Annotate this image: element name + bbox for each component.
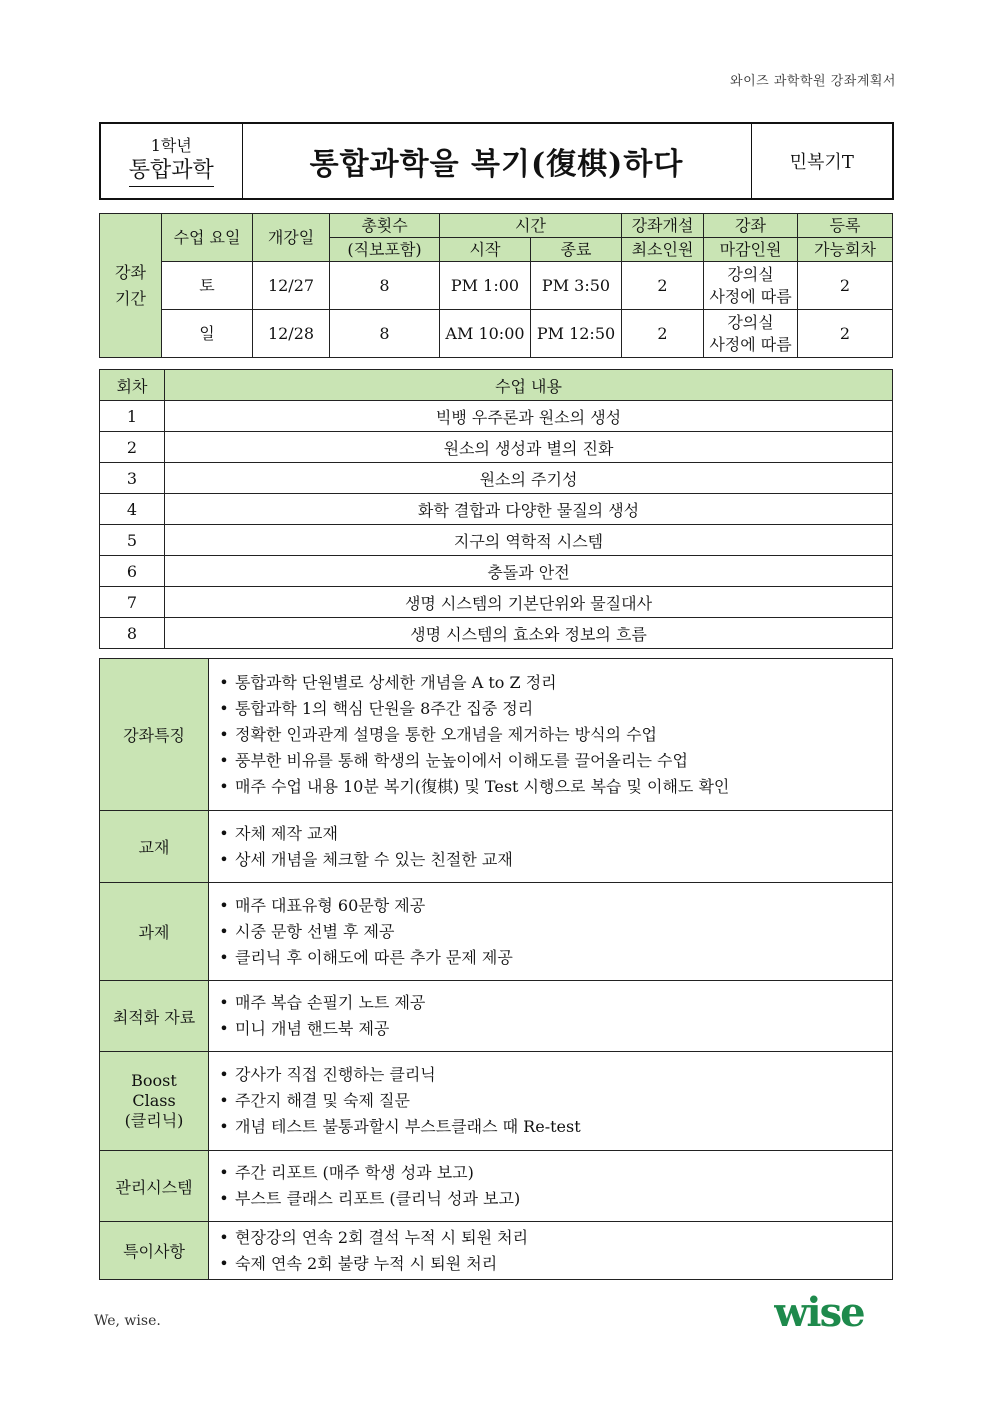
header-min-enroll-1: 강좌개설 xyxy=(622,214,704,238)
session-content: 화학 결합과 다양한 물질의 생성 xyxy=(165,494,893,525)
textbook-body xyxy=(209,811,893,883)
materials-body xyxy=(209,981,893,1052)
session-content: 생명 시스템의 효소와 정보의 흐름 xyxy=(165,618,893,649)
header-max-enroll-1: 강좌 xyxy=(704,214,798,238)
course-title-cell xyxy=(242,123,751,199)
list-item: • 부스트 클래스 리포트 (클리닉 성과 보고) xyxy=(217,1186,882,1212)
list-item: • 숙제 연속 2회 불량 누적 시 퇴원 처리 xyxy=(217,1251,882,1277)
list-item: • 풍부한 비유를 통해 학생의 눈높이에서 이해도를 끌어올리는 수업 xyxy=(217,748,882,774)
row2-end: PM 12:50 xyxy=(531,310,622,358)
session-content: 원소의 생성과 별의 진화 xyxy=(165,432,893,463)
session-content: 원소의 주기성 xyxy=(165,463,893,494)
row1-min: 2 xyxy=(622,262,704,310)
wise-logo-mark xyxy=(774,1288,894,1336)
row1-max xyxy=(704,262,798,310)
footer-slogan: We, wise. xyxy=(94,1313,161,1329)
table-row xyxy=(100,525,893,556)
boost-label-line1: Boost xyxy=(131,1071,177,1090)
teacher-cell xyxy=(751,123,893,199)
homework-label: 과제 xyxy=(100,883,209,981)
features-body xyxy=(209,659,893,811)
list-item: • 미니 개념 핸드북 제공 xyxy=(217,1016,882,1042)
header-register-1: 등록 xyxy=(798,214,893,238)
table-row xyxy=(100,587,893,618)
header-max-enroll-2: 마감인원 xyxy=(704,238,798,262)
boost-class-body xyxy=(209,1052,893,1151)
session-no: 1 xyxy=(100,401,165,432)
row1-max-line2: 사정에 따름 xyxy=(709,286,792,306)
table-row xyxy=(100,432,893,463)
row1-max-line1: 강의실 xyxy=(727,264,774,284)
row1-date: 12/27 xyxy=(253,262,330,310)
row1-register: 2 xyxy=(798,262,893,310)
row2-day: 일 xyxy=(162,310,253,358)
list-item: • 통합과학 1의 핵심 단원을 8주간 집중 정리 xyxy=(217,696,882,722)
header-total-sessions-2: (직보포함) xyxy=(330,238,440,262)
row2-max xyxy=(704,310,798,358)
course-title: 통합과학을 복기(復棋)하다 xyxy=(309,147,684,182)
row2-register: 2 xyxy=(798,310,893,358)
management-label: 관리시스템 xyxy=(100,1151,209,1222)
homework-body xyxy=(209,883,893,981)
session-content: 충돌과 안전 xyxy=(165,556,893,587)
materials-label: 최적화 자료 xyxy=(100,981,209,1052)
document-header-label: 와이즈 과학학원 강좌계획서 xyxy=(730,74,896,89)
table-row xyxy=(100,494,893,525)
session-no: 8 xyxy=(100,618,165,649)
grade-subject-cell xyxy=(100,123,242,199)
table-row xyxy=(100,401,893,432)
session-header-content: 수업 내용 xyxy=(165,370,893,401)
list-item: • 자체 제작 교재 xyxy=(217,821,882,847)
header-day: 수업 요일 xyxy=(162,214,253,262)
header-time-end: 종료 xyxy=(531,238,622,262)
notes-label: 특이사항 xyxy=(100,1222,209,1280)
row2-start: AM 10:00 xyxy=(440,310,531,358)
session-content: 빅뱅 우주론과 원소의 생성 xyxy=(165,401,893,432)
session-no: 6 xyxy=(100,556,165,587)
row2-max-line2: 사정에 따름 xyxy=(709,334,792,354)
subject-label: 통합과학 xyxy=(129,156,214,187)
session-no: 2 xyxy=(100,432,165,463)
table-row xyxy=(100,618,893,649)
session-no: 4 xyxy=(100,494,165,525)
list-item: • 주간 리포트 (매주 학생 성과 보고) xyxy=(217,1160,882,1186)
list-item: • 시중 문항 선별 후 제공 xyxy=(217,919,882,945)
row2-max-line1: 강의실 xyxy=(727,312,774,332)
list-item: • 주간지 해결 및 숙제 질문 xyxy=(217,1088,882,1114)
boost-class-label xyxy=(100,1052,209,1151)
session-no: 5 xyxy=(100,525,165,556)
header-start-date: 개강일 xyxy=(253,214,330,262)
row1-sessions: 8 xyxy=(330,262,440,310)
row1-end: PM 3:50 xyxy=(531,262,622,310)
list-item: • 통합과학 단원별로 상세한 개념을 A to Z 정리 xyxy=(217,670,882,696)
logo-text: wise xyxy=(774,1289,864,1336)
row1-day: 토 xyxy=(162,262,253,310)
header-total-sessions-1: 총횟수 xyxy=(330,214,440,238)
list-item: • 클리닉 후 이해도에 따른 추가 문제 제공 xyxy=(217,945,882,971)
grade-label: 1학년 xyxy=(150,135,192,155)
boost-label-line2: Class xyxy=(132,1091,176,1110)
row2-min: 2 xyxy=(622,310,704,358)
session-table xyxy=(99,369,893,649)
row2-date: 12/28 xyxy=(253,310,330,358)
header-time-start: 시작 xyxy=(440,238,531,262)
header-min-enroll-2: 최소인원 xyxy=(622,238,704,262)
teacher-name: 민복기T xyxy=(789,152,854,173)
table-row xyxy=(100,556,893,587)
session-content: 지구의 역학적 시스템 xyxy=(165,525,893,556)
course-details-table xyxy=(99,658,893,1280)
list-item: • 개념 테스트 불통과할시 부스트클래스 때 Re-test xyxy=(217,1114,882,1140)
list-item: • 매주 대표유형 60문항 제공 xyxy=(217,893,882,919)
schedule-table xyxy=(99,213,893,358)
list-item: • 매주 복습 손필기 노트 제공 xyxy=(217,990,882,1016)
row2-sessions: 8 xyxy=(330,310,440,358)
session-no: 3 xyxy=(100,463,165,494)
list-item: • 정확한 인과관계 설명을 통한 오개념을 제거하는 방식의 수업 xyxy=(217,722,882,748)
list-item: • 매주 수업 내용 10분 복기(復棋) 및 Test 시행으로 복습 및 이해도 확인 xyxy=(217,774,882,800)
period-label-cell xyxy=(100,214,162,358)
textbook-label: 교재 xyxy=(100,811,209,883)
list-item: • 현장강의 연속 2회 결석 누적 시 퇴원 처리 xyxy=(217,1225,882,1251)
table-row xyxy=(100,463,893,494)
session-content: 생명 시스템의 기본단위와 물질대사 xyxy=(165,587,893,618)
session-header-no: 회차 xyxy=(100,370,165,401)
period-label: 강좌기간 xyxy=(115,262,146,308)
management-body xyxy=(209,1151,893,1222)
notes-body xyxy=(209,1222,893,1280)
session-no: 7 xyxy=(100,587,165,618)
list-item: • 상세 개념을 체크할 수 있는 친절한 교재 xyxy=(217,847,882,873)
list-item: • 강사가 직접 진행하는 클리닉 xyxy=(217,1062,882,1088)
features-label: 강좌특징 xyxy=(100,659,209,811)
wise-logo xyxy=(774,1288,894,1340)
course-header xyxy=(99,122,894,200)
row1-start: PM 1:00 xyxy=(440,262,531,310)
header-register-2: 가능회차 xyxy=(798,238,893,262)
header-time: 시간 xyxy=(440,214,622,238)
boost-label-line3: (클리닉) xyxy=(124,1111,184,1130)
